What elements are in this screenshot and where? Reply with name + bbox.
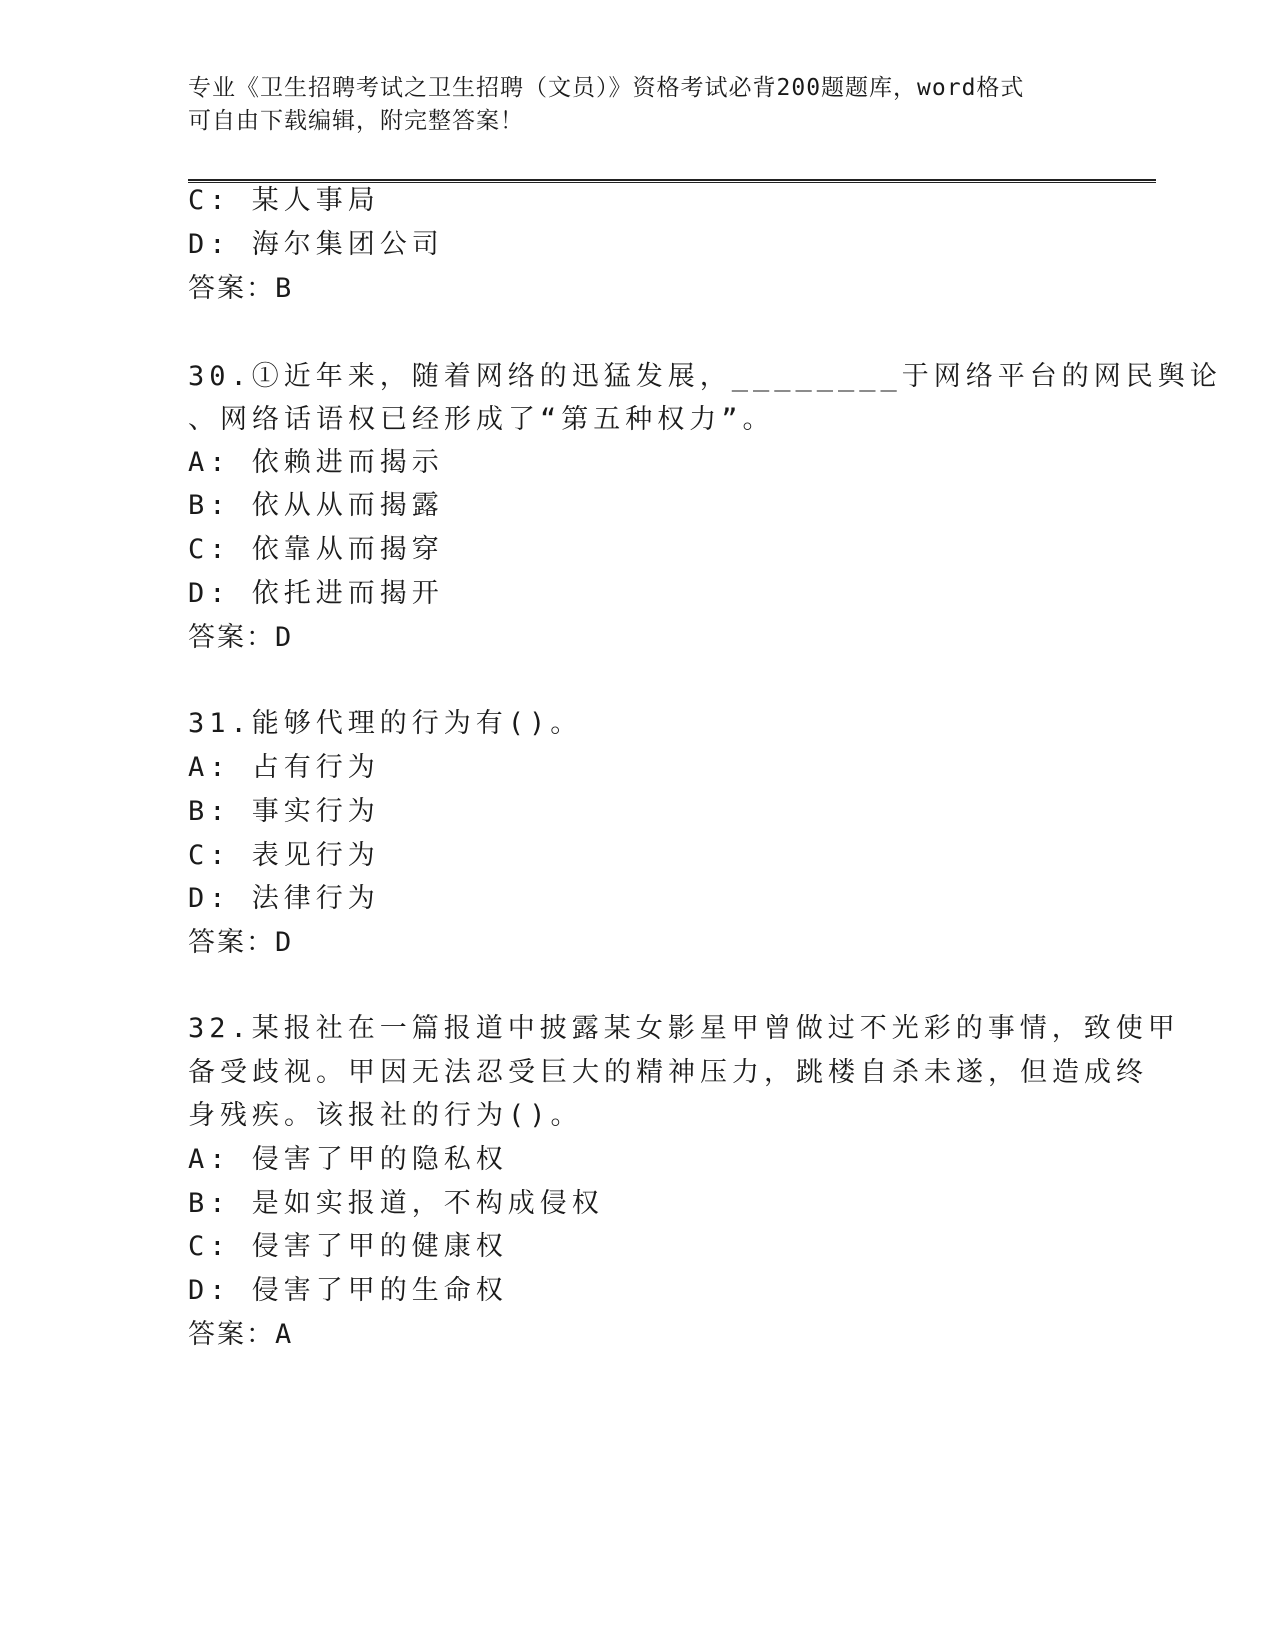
q32-stem-line-1: 32.某报社在一篇报道中披露某女影星甲曾做过不光彩的事情，致使甲 (188, 1013, 1180, 1044)
q30-option-c: C: 依靠从而揭穿 (188, 534, 444, 565)
answer-value: D (275, 927, 292, 958)
q31-answer (188, 926, 291, 960)
header-title-line-2: 可自由下载编辑，附完整答案！ (188, 108, 524, 134)
prev-option-d: D: 海尔集团公司 (188, 229, 444, 260)
q32-option-d: D: 侵害了甲的生命权 (188, 1275, 508, 1306)
q31-option-d: D: 法律行为 (188, 883, 380, 914)
q30-option-b: B: 依从从而揭露 (188, 490, 444, 521)
q32-option-a: A: 侵害了甲的隐私权 (188, 1144, 508, 1175)
answer-value: D (275, 622, 292, 653)
q32-option-b: B: 是如实报道，不构成侵权 (188, 1188, 604, 1219)
q31-option-a: A: 占有行为 (188, 752, 380, 783)
q30-stem-line-1: 30.①近年来，随着网络的迅猛发展，________于网络平台的网民舆论 (188, 361, 1222, 392)
answer-value: B (275, 273, 292, 304)
q31-option-c: C: 表见行为 (188, 840, 380, 871)
q30-answer (188, 621, 291, 655)
q30-stem-line-2: 、网络话语权已经形成了“第五种权力”。 (188, 404, 775, 435)
header-divider (188, 179, 1156, 183)
q32-answer (188, 1318, 291, 1352)
answer-label: 答案： (188, 1319, 275, 1350)
document-header (188, 72, 1088, 138)
header-title-line-1: 专业《卫生招聘考试之卫生招聘（文员）》资格考试必背200题题库，word格式 (188, 75, 1025, 101)
q31-stem: 31.能够代理的行为有()。 (188, 708, 583, 739)
answer-label: 答案： (188, 927, 275, 958)
q31-option-b: B: 事实行为 (188, 796, 380, 827)
q32-option-c: C: 侵害了甲的健康权 (188, 1231, 508, 1262)
prev-answer (188, 272, 291, 306)
answer-label: 答案： (188, 273, 275, 304)
answer-value: A (275, 1319, 292, 1350)
q32-stem-line-3: 身残疾。该报社的行为()。 (188, 1100, 583, 1131)
answer-label: 答案： (188, 622, 275, 653)
q32-stem-line-2: 备受歧视。甲因无法忍受巨大的精神压力，跳楼自杀未遂，但造成终 (188, 1057, 1148, 1088)
q30-option-d: D: 依托进而揭开 (188, 578, 444, 609)
q30-option-a: A: 依赖进而揭示 (188, 447, 444, 478)
prev-option-c: C: 某人事局 (188, 185, 380, 216)
